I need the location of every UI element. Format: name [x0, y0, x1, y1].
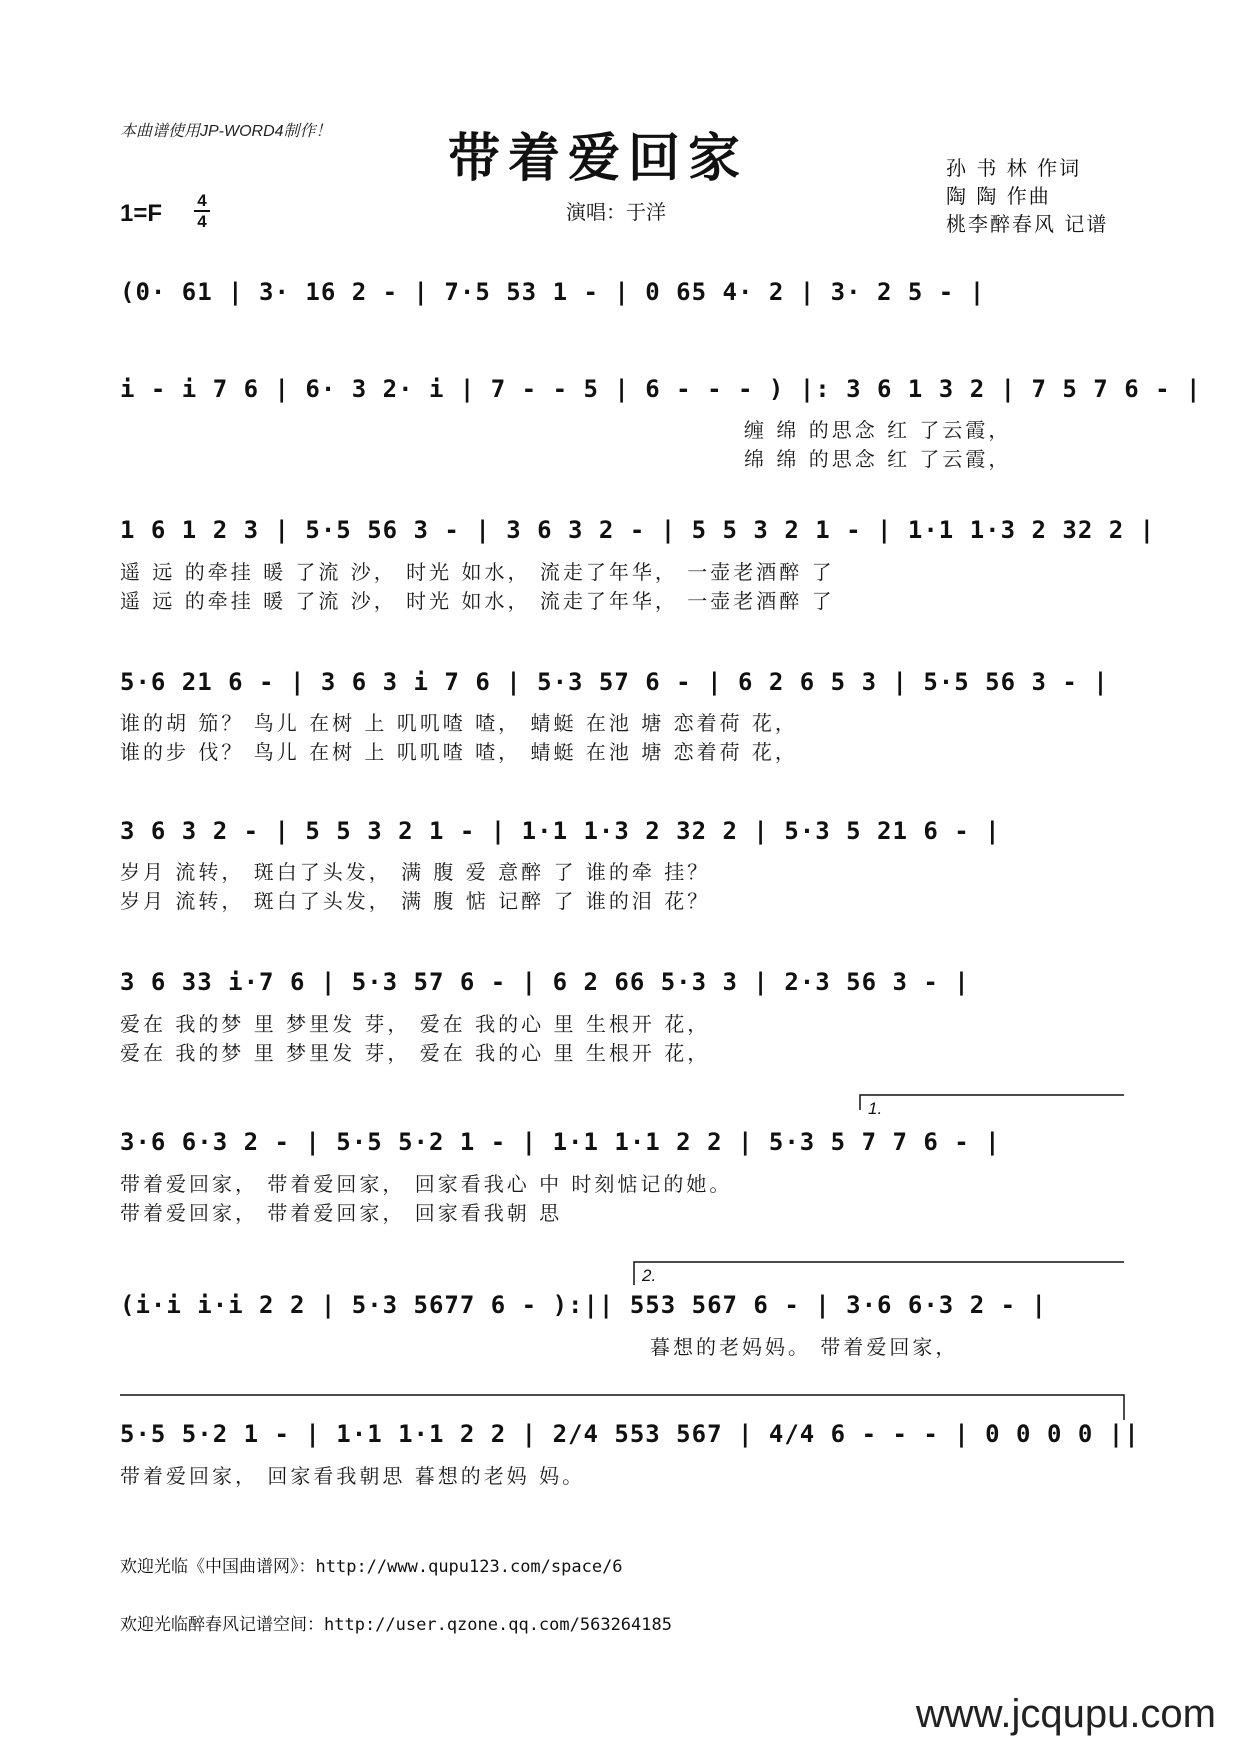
song-title: 带着爱回家 — [448, 128, 749, 189]
final-bracket — [120, 1395, 1124, 1420]
lyric-row-2-verse-2: 绵 绵 的思念 红 了云霞， — [744, 447, 1012, 471]
lyric-row-3-verse-2: 遥 远 的牵挂 暖 了流 沙， 时光 如水， 流走了年华， 一壶老酒醉 了 — [120, 589, 835, 613]
score-row-2: i - i 7 6 | 6· 3 2· i | 7 - - 5 | 6 - - - ) |: 3 6 1 3 2 | 7 5 7 6 - | — [120, 375, 1202, 403]
score-row-8: (i·i i·i 2 2 | 5·3 5677 6 - ):|| 553 567 6 - | 3·6 6·3 2 - | — [120, 1291, 1047, 1319]
time-signature-top: 4 — [197, 191, 207, 210]
composer-credit: 陶 陶 作曲 — [946, 184, 1051, 208]
score-row-4: 5·6 21 6 - | 3 6 3 i 7 6 | 5·3 57 6 - | 6 2 6 5 3 | 5·5 56 3 - | — [120, 668, 1109, 696]
lyric-row-5-verse-2: 岁月 流转， 斑白了头发， 满 腹 惦 记醉 了 谁的泪 花？ — [120, 889, 711, 913]
site-watermark: www.jcqupu.com — [915, 1692, 1216, 1736]
score-row-7: 3·6 6·3 2 - | 5·5 5·2 1 - | 1·1 1·1 2 2 | 5·3 5 7 7 6 - | — [120, 1128, 1001, 1156]
lyric-row-7-verse-2: 带着爱回家， 带着爱回家， 回家看我朝 思 — [120, 1201, 563, 1225]
footer-link-qupu[interactable]: 欢迎光临《中国曲谱网》：http://www.qupu123.com/space/6 — [120, 1557, 623, 1577]
lyric-row-6-verse-2: 爱在 我的梦 里 梦里发 芽， 爱在 我的心 里 生根开 花， — [120, 1041, 711, 1065]
score-row-6: 3 6 33 i·7 6 | 5·3 57 6 - | 6 2 66 5·3 3 | 2·3 56 3 - | — [120, 968, 970, 996]
lyric-row-9: 带着爱回家， 回家看我朝思 暮想的老妈 妈。 — [120, 1464, 586, 1488]
score-row-1: (0· 61 | 3· 16 2 - | 7·5 53 1 - | 0 65 4· 2 | 3· 2 5 - | — [120, 278, 986, 306]
lyric-row-4-verse-2: 谁的步 伐？ 鸟儿 在树 上 叽叽喳 喳， 蜻蜓 在池 塘 恋着荷 花， — [120, 740, 798, 764]
lyric-row-8: 暮想的老妈妈。 带着爱回家， — [650, 1335, 959, 1359]
time-signature-bottom: 4 — [197, 212, 207, 231]
volta-2-bracket — [634, 1262, 1124, 1285]
volta-2-label: 2. — [642, 1266, 657, 1285]
score-row-5: 3 6 3 2 - | 5 5 3 2 1 - | 1·1 1·3 2 32 2 | 5·3 5 21 6 - | — [120, 817, 1001, 845]
key-signature: 1=F — [120, 200, 163, 227]
score-row-3: 1 6 1 2 3 | 5·5 56 3 - | 3 6 3 2 - | 5 5 3 2 1 - | 1·1 1·3 2 32 2 | — [120, 516, 1156, 544]
lyricist-credit: 孙 书 林 作词 — [946, 156, 1082, 180]
singer-credit: 演唱：于洋 — [566, 200, 666, 224]
score-row-9: 5·5 5·2 1 - | 1·1 1·1 2 2 | 2/4 553 567 | 4/4 6 - - - | 0 0 0 0 || — [120, 1420, 1140, 1448]
footer-link-qzone[interactable]: 欢迎光临醉春风记谱空间：http://user.qzone.qq.com/563264185 — [120, 1615, 672, 1635]
lyric-row-7-verse-1: 带着爱回家， 带着爱回家， 回家看我心 中 时刻惦记的她。 — [120, 1172, 733, 1196]
lyric-row-4-verse-1: 谁的胡 笳？ 鸟儿 在树 上 叽叽喳 喳， 蜻蜓 在池 塘 恋着荷 花， — [120, 711, 798, 735]
lyric-row-5-verse-1: 岁月 流转， 斑白了头发， 满 腹 爱 意醉 了 谁的牵 挂？ — [120, 860, 711, 884]
volta-1-bracket — [860, 1095, 1124, 1110]
made-with-note: 本曲谱使用JP-WORD4制作！ — [120, 123, 332, 140]
lyric-row-3-verse-1: 遥 远 的牵挂 暖 了流 沙， 时光 如水， 流走了年华， 一壶老酒醉 了 — [120, 560, 835, 584]
volta-1-label: 1. — [868, 1099, 883, 1118]
lyric-row-6-verse-1: 爱在 我的梦 里 梦里发 芽， 爱在 我的心 里 生根开 花， — [120, 1012, 711, 1036]
transcriber-credit: 桃李醉春风 记谱 — [946, 212, 1109, 236]
lyric-row-2-verse-1: 缠 绵 的思念 红 了云霞， — [744, 418, 1012, 442]
